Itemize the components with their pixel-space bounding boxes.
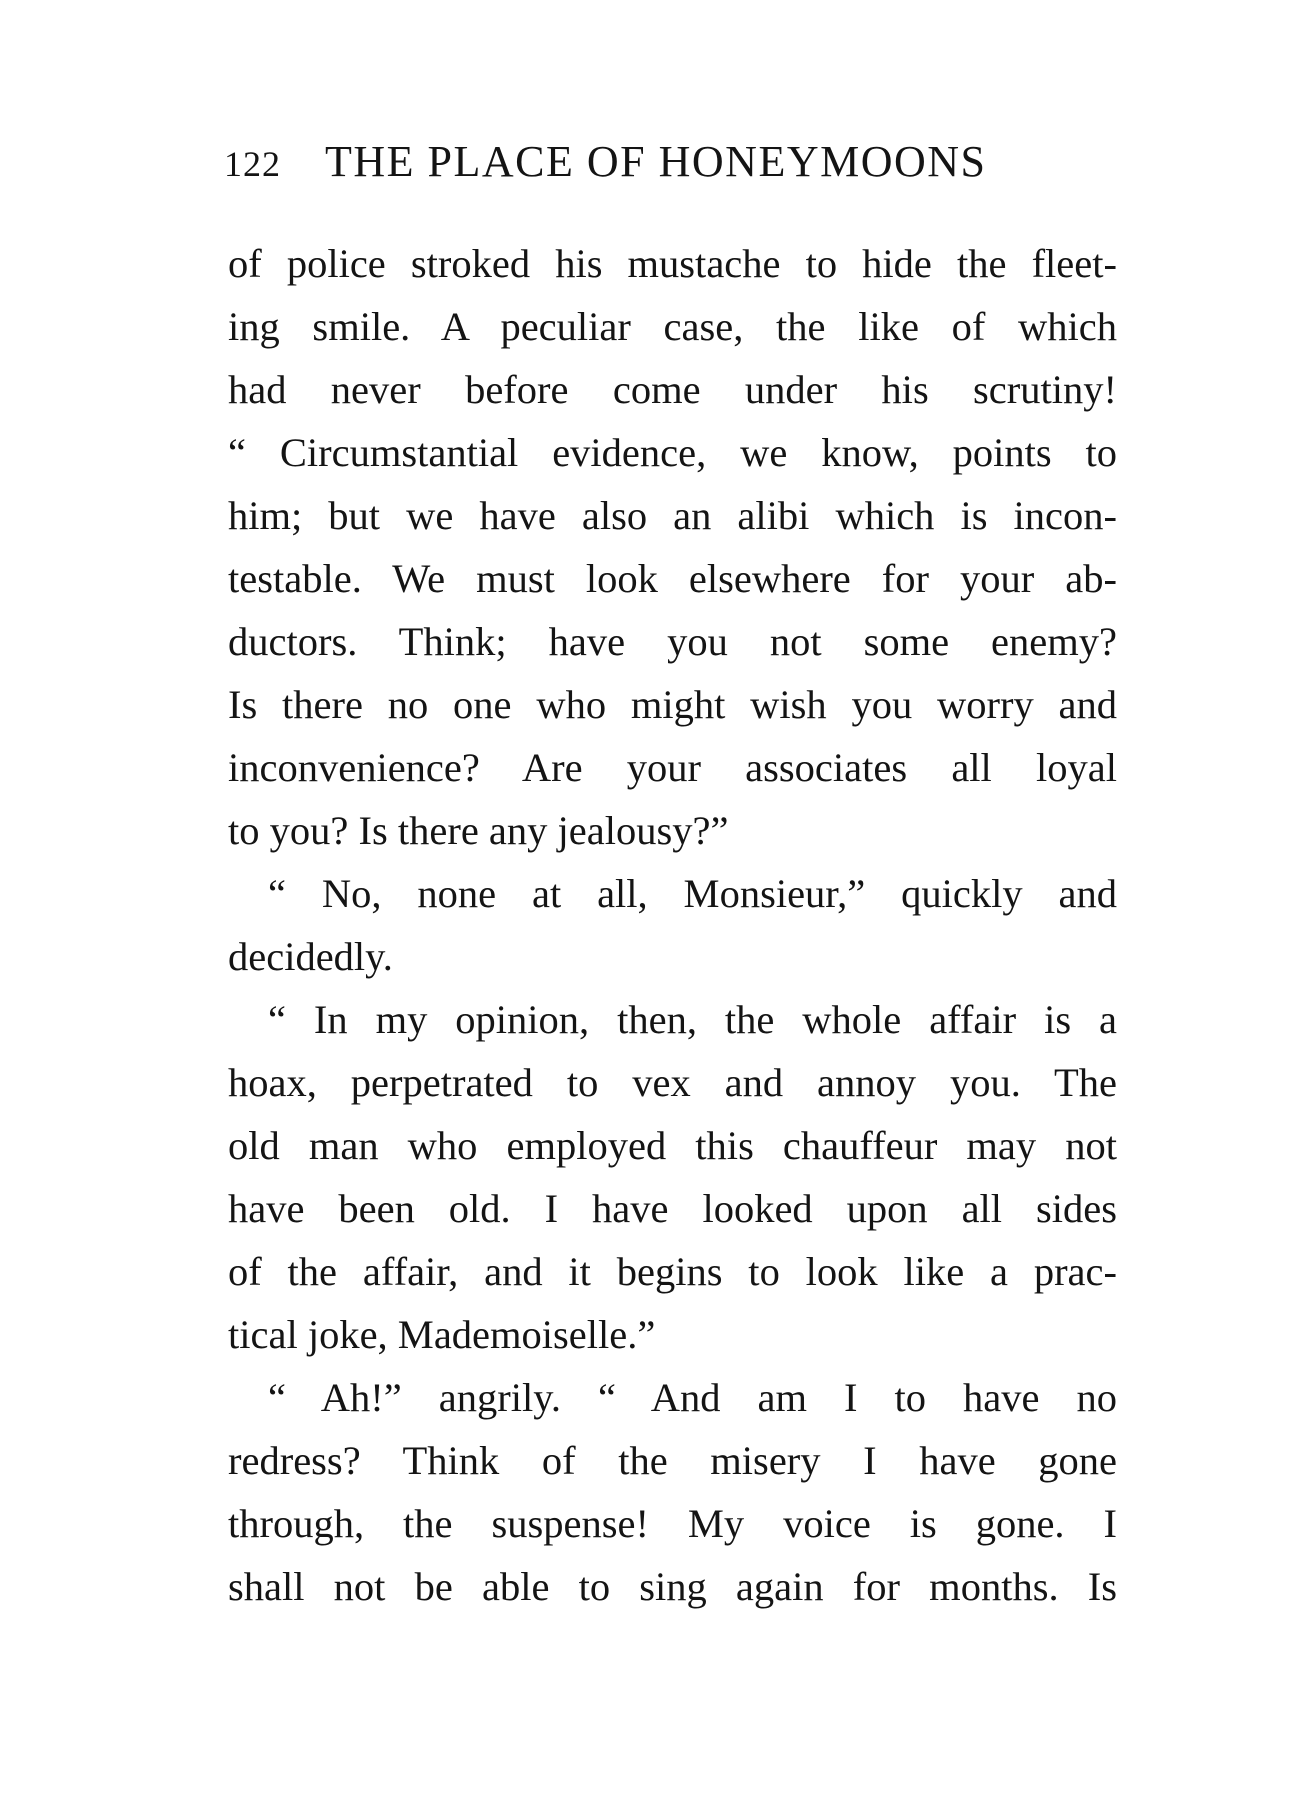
text-line: of the affair, and it begins to look like a prac- — [228, 1249, 1117, 1294]
page-number: 122 — [224, 144, 281, 184]
text-line: Is there no one who might wish you worry and — [228, 682, 1117, 727]
text-line: testable. We must look elsewhere for your ab- — [228, 556, 1117, 601]
text-line: through, the suspense! My voice is gone. I — [228, 1501, 1117, 1546]
text-line: hoax, perpetrated to vex and annoy you. The — [228, 1060, 1117, 1105]
text-line: decidedly. — [228, 934, 393, 979]
text-line: tical joke, Mademoiselle.” — [228, 1312, 656, 1357]
text-line: of police stroked his mustache to hide the fleet- — [228, 241, 1117, 286]
body-text — [228, 232, 1117, 1618]
text-line: to you? Is there any jealousy?” — [228, 808, 729, 853]
text-line: “ No, none at all, Monsieur,” quickly and — [268, 871, 1117, 916]
text-line: shall not be able to sing again for months. Is — [228, 1564, 1117, 1609]
text-line: ing smile. A peculiar case, the like of which — [228, 304, 1117, 349]
text-line: redress? Think of the misery I have gone — [228, 1438, 1117, 1483]
text-line: have been old. I have looked upon all sides — [228, 1186, 1117, 1231]
text-line: him; but we have also an alibi which is incon- — [228, 493, 1117, 538]
text-line: “ Ah!” angrily. “ And am I to have no — [268, 1375, 1117, 1420]
running-title: THE PLACE OF HONEYMOONS — [325, 137, 987, 186]
page-header — [224, 136, 1117, 196]
text-line: had never before come under his scrutiny! — [228, 367, 1117, 412]
text-line: “ Circumstantial evidence, we know, points to — [228, 430, 1117, 475]
text-line: old man who employed this chauffeur may not — [228, 1123, 1117, 1168]
text-line: inconvenience? Are your associates all loyal — [228, 745, 1117, 790]
text-line: “ In my opinion, then, the whole affair is a — [268, 997, 1117, 1042]
text-line: ductors. Think; have you not some enemy? — [228, 619, 1117, 664]
